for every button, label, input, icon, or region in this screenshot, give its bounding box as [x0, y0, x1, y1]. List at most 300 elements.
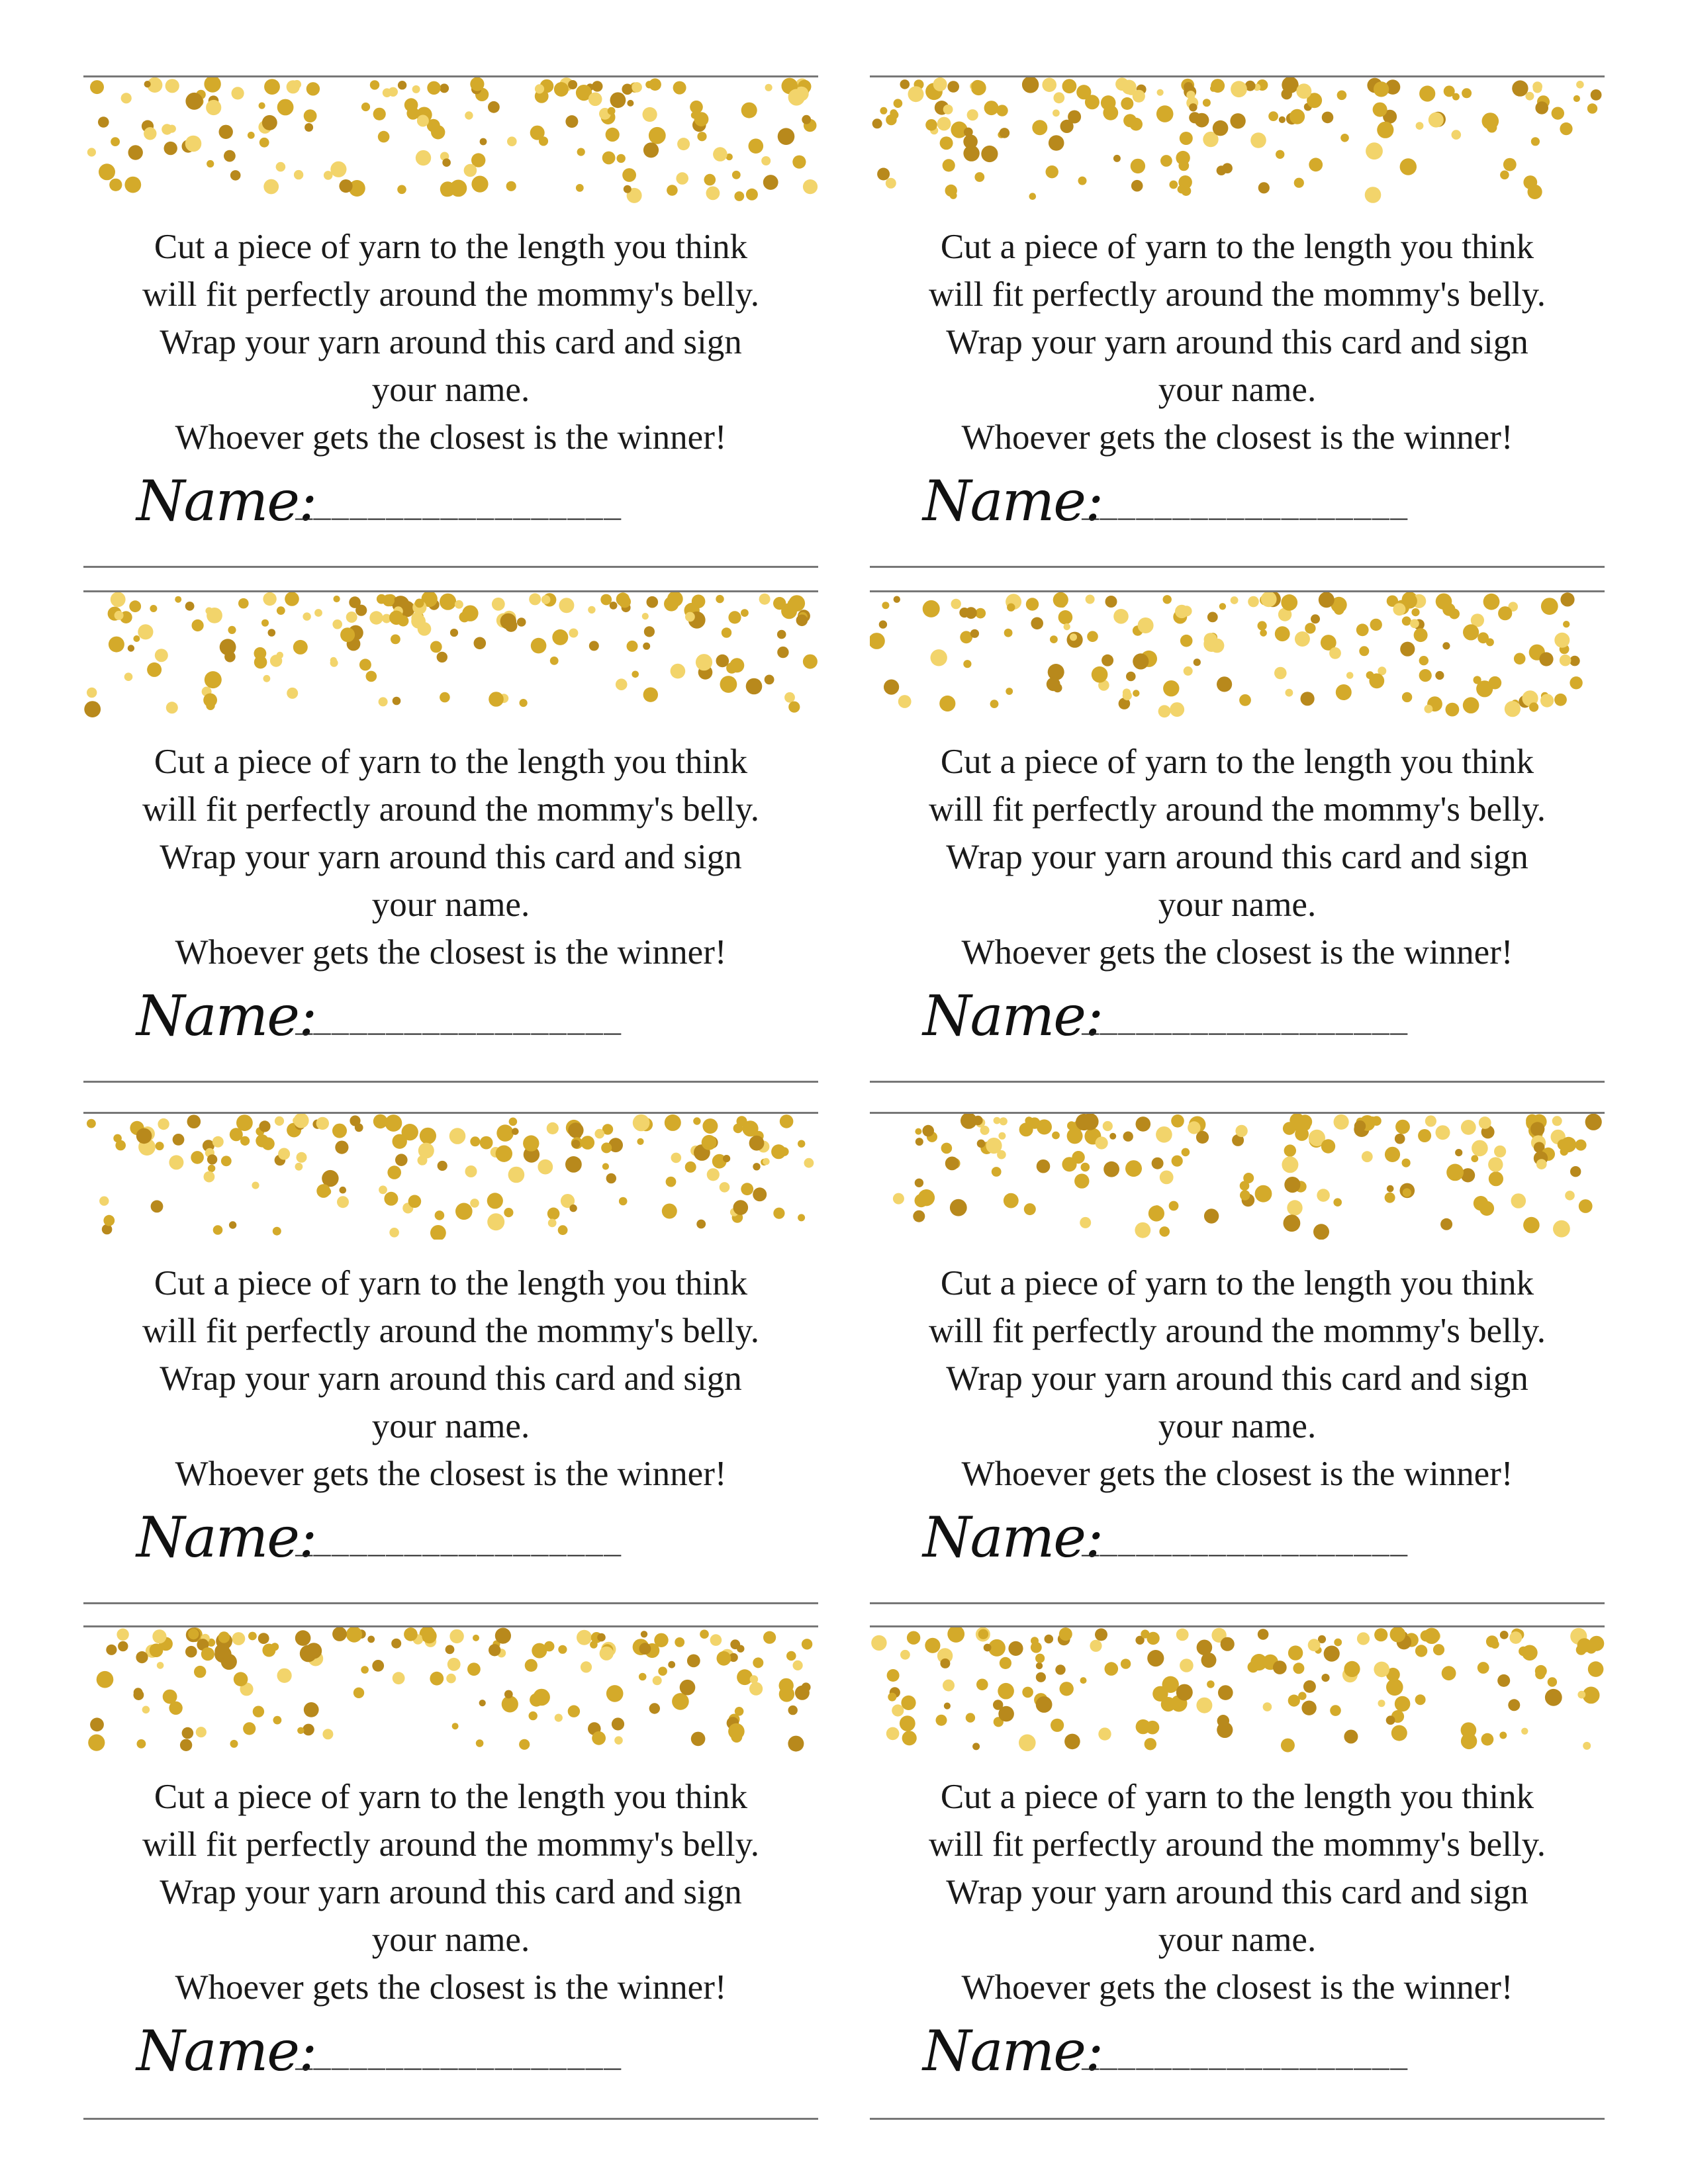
confetti-dot — [88, 1735, 105, 1751]
confetti-dot — [273, 1716, 282, 1725]
confetti-dot — [1157, 89, 1164, 96]
confetti-dot — [1064, 623, 1070, 630]
confetti-dot — [749, 1682, 763, 1696]
confetti-dot — [1053, 109, 1060, 116]
confetti-dot — [998, 1132, 1006, 1140]
confetti-dot — [735, 1707, 744, 1716]
confetti-dot — [361, 1666, 369, 1674]
confetti-dot — [1411, 608, 1419, 616]
card-divider-rule — [870, 1081, 1605, 1083]
confetti-dot — [1101, 95, 1116, 111]
confetti-dot — [1531, 137, 1540, 146]
guess-card — [83, 590, 818, 1083]
confetti-dot — [1414, 628, 1428, 642]
confetti-dot — [1052, 1132, 1060, 1140]
confetti-dot — [254, 647, 267, 660]
confetti-dot — [500, 614, 516, 629]
confetti-dot — [1169, 1201, 1179, 1211]
confetti-dot — [1482, 113, 1499, 130]
confetti-dot — [508, 1167, 525, 1183]
confetti-dot — [717, 1651, 731, 1666]
confetti-dot — [624, 185, 632, 193]
confetti-dot — [229, 1221, 236, 1228]
confetti-dot — [144, 127, 156, 140]
confetti-dot — [1213, 120, 1229, 136]
confetti-dot — [616, 678, 628, 690]
confetti-dot — [940, 136, 953, 150]
name-row — [136, 983, 732, 1056]
confetti-dot — [1529, 702, 1538, 711]
confetti-dot — [293, 1117, 300, 1124]
confetti-dot — [470, 1136, 480, 1146]
confetti-dot — [340, 627, 355, 642]
confetti-dot — [765, 675, 774, 685]
confetti-dot — [1577, 1691, 1585, 1699]
confetti-dot — [696, 654, 712, 670]
confetti-dot — [1346, 672, 1354, 679]
confetti-dot — [597, 1633, 606, 1642]
confetti-dot — [788, 702, 800, 713]
confetti-dot — [294, 170, 303, 179]
confetti-dot — [702, 1118, 718, 1134]
confetti-dot — [1133, 690, 1139, 696]
confetti-dot — [474, 637, 487, 650]
confetti-dot — [1024, 1203, 1036, 1215]
confetti-dot — [1176, 1684, 1193, 1701]
confetti-dot — [1498, 606, 1512, 620]
confetti-dot — [1022, 77, 1039, 93]
gold-confetti-banner — [83, 592, 818, 718]
confetti-dot — [971, 80, 984, 93]
confetti-dot — [1159, 1226, 1170, 1237]
confetti-dot — [538, 1160, 553, 1175]
confetti-dot — [412, 85, 420, 93]
confetti-dot — [1357, 1632, 1370, 1645]
confetti-dot — [240, 1136, 250, 1146]
confetti-dot — [1072, 1151, 1084, 1163]
confetti-dot — [408, 1195, 422, 1208]
confetti-dot — [664, 596, 679, 611]
confetti-dot — [297, 1152, 307, 1163]
confetti-dot — [734, 191, 744, 201]
confetti-dot — [1545, 1689, 1562, 1706]
confetti-dot — [947, 81, 959, 93]
confetti-dot — [416, 150, 431, 165]
confetti-dot — [1337, 91, 1347, 101]
confetti-dot — [1573, 95, 1580, 102]
confetti-dot — [314, 609, 322, 617]
confetti-dot — [571, 1140, 580, 1148]
confetti-dot — [967, 109, 978, 120]
confetti-dot — [111, 592, 126, 607]
confetti-dot — [435, 1210, 445, 1220]
confetti-dot — [1419, 669, 1432, 682]
confetti-dot — [495, 1628, 511, 1644]
confetti-dot — [1293, 1662, 1304, 1674]
confetti-dot — [1560, 655, 1571, 666]
confetti-dot — [676, 172, 688, 185]
confetti-dot — [1152, 1686, 1168, 1702]
confetti-dot — [665, 1115, 681, 1131]
confetti-dot — [1570, 676, 1582, 689]
confetti-dot — [1334, 1639, 1342, 1647]
confetti-dot — [103, 1215, 115, 1226]
confetti-dot — [109, 179, 122, 191]
confetti-dot — [188, 1629, 199, 1639]
name-label: Name: — [923, 983, 1103, 1048]
confetti-dot — [465, 111, 473, 119]
confetti-dot — [224, 150, 236, 162]
confetti-dot — [1115, 77, 1129, 91]
confetti-dot — [1059, 1627, 1072, 1641]
confetti-dot — [1207, 1680, 1215, 1688]
gold-confetti-banner — [83, 1114, 818, 1240]
confetti-dot — [1554, 694, 1567, 706]
instruction-line: Whoever gets the closest is the winner! — [961, 418, 1513, 457]
confetti-dot — [389, 611, 404, 625]
confetti-dot — [480, 138, 487, 146]
name-blank-line: __________________ — [295, 1008, 622, 1041]
confetti-dot — [1511, 1193, 1526, 1208]
confetti-dot — [1036, 1662, 1043, 1669]
confetti-dot — [393, 1672, 405, 1684]
confetti-dot — [753, 1187, 767, 1201]
instruction-line: Wrap your yarn around this card and sign — [160, 1873, 742, 1911]
card-divider-rule — [83, 566, 818, 568]
confetti-dot — [230, 170, 241, 181]
confetti-dot — [1178, 185, 1186, 194]
confetti-dot — [1452, 130, 1462, 140]
confetti-dot — [303, 1724, 314, 1736]
confetti-dot — [1218, 1685, 1233, 1700]
confetti-dot — [907, 1631, 920, 1645]
confetti-dot — [922, 1125, 934, 1137]
name-label: Name: — [136, 469, 316, 533]
instruction-line: Whoever gets the closest is the winner! — [175, 933, 727, 972]
confetti-dot — [1463, 697, 1479, 713]
confetti-dot — [295, 1163, 303, 1171]
confetti-dot — [966, 1713, 975, 1722]
confetti-dot — [1359, 646, 1369, 656]
confetti-dot — [207, 160, 214, 167]
confetti-dot — [1004, 1193, 1019, 1208]
confetti-dot — [1554, 633, 1570, 648]
name-blank-line: __________________ — [295, 1529, 622, 1563]
confetti-dot — [1530, 1122, 1544, 1136]
confetti-dot — [1019, 1735, 1036, 1752]
guess-card — [870, 590, 1605, 1083]
instruction-line: Wrap your yarn around this card and sign — [946, 838, 1528, 876]
confetti-dot — [1029, 193, 1037, 200]
confetti-dot — [1268, 111, 1278, 121]
confetti-dot — [716, 595, 724, 603]
confetti-dot — [355, 1123, 363, 1132]
confetti-dot — [1577, 1638, 1592, 1653]
confetti-dot — [219, 125, 233, 139]
confetti-dot — [253, 1706, 264, 1717]
confetti-dot — [525, 1659, 538, 1672]
confetti-dot — [1182, 1148, 1190, 1157]
confetti-dot — [780, 1147, 788, 1156]
card-instructions — [870, 738, 1605, 976]
confetti-dot — [894, 99, 903, 108]
confetti-dot — [722, 627, 731, 637]
confetti-dot — [473, 1635, 479, 1641]
confetti-dot — [373, 1115, 388, 1129]
confetti-dot — [1474, 676, 1481, 684]
instruction-line: Wrap your yarn around this card and sign — [946, 1873, 1528, 1911]
confetti-dot — [258, 1633, 269, 1644]
confetti-dot — [918, 1189, 935, 1206]
confetti-dot — [1440, 1218, 1452, 1230]
confetti-dot — [998, 1683, 1014, 1700]
confetti-dot — [277, 652, 283, 659]
confetti-dot — [1196, 1698, 1212, 1713]
confetti-dot — [404, 1627, 418, 1641]
confetti-dot — [1037, 1160, 1051, 1173]
confetti-dot — [1031, 1642, 1042, 1653]
confetti-dot — [1425, 1115, 1436, 1126]
confetti-dot — [1042, 77, 1056, 92]
confetti-dot — [1553, 1220, 1570, 1238]
confetti-dot — [1575, 1140, 1587, 1151]
confetti-dot — [191, 1151, 204, 1164]
confetti-dot — [1588, 1661, 1604, 1677]
confetti-dot — [559, 598, 574, 613]
name-row — [136, 2018, 732, 2091]
confetti-dot — [1258, 1188, 1267, 1197]
confetti-dot — [1058, 610, 1073, 625]
confetti-dot — [1288, 1695, 1300, 1707]
instruction-line: Cut a piece of yarn to the length you think — [154, 228, 748, 266]
confetti-dot — [1217, 676, 1232, 692]
confetti-dot — [385, 1115, 402, 1132]
confetti-dot — [973, 1116, 982, 1125]
confetti-dot — [1301, 1701, 1316, 1715]
confetti-dot — [277, 1668, 292, 1683]
confetti-dot — [1481, 1733, 1494, 1746]
confetti-dot — [1535, 1665, 1547, 1677]
confetti-dot — [576, 184, 584, 192]
confetti-dot — [984, 1644, 992, 1652]
confetti-dot — [1415, 1645, 1427, 1657]
confetti-dot — [268, 629, 276, 637]
confetti-dot — [1204, 633, 1217, 646]
confetti-dot — [753, 1657, 763, 1668]
instruction-line: Whoever gets the closest is the winner! — [175, 418, 727, 457]
confetti-dot — [1273, 1661, 1287, 1674]
confetti-dot — [164, 142, 177, 155]
instruction-line: Cut a piece of yarn to the length you think — [154, 1264, 748, 1302]
confetti-dot — [569, 629, 578, 638]
confetti-dot — [568, 80, 577, 89]
confetti-dot — [529, 1711, 538, 1720]
confetti-dot — [418, 1143, 434, 1159]
confetti-dot — [1479, 1116, 1491, 1129]
name-row — [923, 468, 1519, 541]
confetti-dot — [644, 626, 655, 637]
confetti-dot — [1505, 701, 1521, 717]
name-row — [136, 468, 732, 541]
confetti-dot — [706, 187, 720, 201]
instruction-line: your name. — [1158, 1407, 1317, 1445]
confetti-dot — [1334, 604, 1344, 615]
confetti-dot — [422, 1629, 436, 1643]
confetti-dot — [384, 1192, 398, 1206]
confetti-dot — [175, 596, 181, 603]
confetti-dot — [1058, 600, 1066, 608]
confetti-dot — [994, 1117, 1001, 1124]
confetti-dot — [1591, 89, 1602, 101]
confetti-dot — [330, 161, 346, 177]
confetti-dot — [1221, 1637, 1235, 1651]
confetti-dot — [87, 1119, 96, 1128]
confetti-dot — [165, 79, 179, 93]
confetti-dot — [547, 1208, 560, 1220]
confetti-dot — [369, 611, 383, 624]
confetti-dot — [1196, 1131, 1209, 1144]
confetti-dot — [99, 163, 115, 180]
confetti-dot — [737, 1645, 744, 1653]
confetti-dot — [622, 84, 633, 95]
confetti-dot — [1416, 122, 1424, 130]
confetti-dot — [1070, 633, 1077, 641]
confetti-dot — [90, 1717, 104, 1731]
confetti-dot — [990, 700, 999, 708]
confetti-dot — [1576, 81, 1584, 89]
confetti-dot — [287, 688, 298, 699]
confetti-dot — [406, 107, 419, 120]
confetti-dot — [207, 1154, 217, 1164]
confetti-dot — [1126, 672, 1136, 682]
confetti-dot — [886, 1727, 900, 1741]
gold-confetti-banner — [870, 1114, 1605, 1240]
confetti-dot — [733, 1200, 749, 1215]
gold-confetti-banner — [83, 1627, 818, 1753]
confetti-dot — [417, 115, 429, 127]
confetti-dot — [685, 612, 695, 622]
confetti-dot — [259, 1120, 270, 1132]
confetti-dot — [259, 103, 265, 109]
confetti-dot — [1500, 171, 1509, 180]
confetti-dot — [445, 1645, 455, 1655]
confetti-dot — [1570, 656, 1580, 666]
confetti-dot — [1386, 1715, 1395, 1725]
confetti-dot — [353, 1688, 364, 1698]
confetti-dot — [1295, 631, 1310, 647]
confetti-dot — [1286, 689, 1293, 697]
instruction-line: Wrap your yarn around this card and sign — [946, 1359, 1528, 1398]
confetti-dot — [430, 1672, 444, 1686]
confetti-dot — [263, 675, 271, 682]
confetti-dot — [963, 146, 979, 161]
confetti-dot — [558, 1645, 567, 1654]
confetti-dot — [672, 1693, 689, 1710]
guess-card — [83, 1112, 818, 1604]
card-divider-rule — [870, 1602, 1605, 1604]
confetti-dot — [951, 599, 961, 609]
confetti-dot — [1080, 1677, 1087, 1684]
confetti-dot — [1169, 181, 1178, 189]
confetti-dot — [1102, 655, 1113, 666]
confetti-dot — [677, 138, 690, 150]
confetti-dot — [1158, 705, 1171, 717]
confetti-dot — [892, 1704, 904, 1716]
confetti-dot — [221, 1156, 232, 1166]
confetti-dot — [1105, 596, 1117, 608]
confetti-dot — [151, 1201, 164, 1213]
confetti-dot — [901, 1696, 915, 1710]
confetti-dot — [276, 162, 286, 172]
confetti-dot — [1477, 1662, 1489, 1674]
confetti-dot — [1138, 617, 1154, 633]
confetti-dot — [303, 612, 310, 620]
confetti-dot — [1045, 1635, 1054, 1644]
guess-card — [870, 1112, 1605, 1604]
confetti-dot — [1188, 1121, 1200, 1134]
confetti-dot — [1500, 1631, 1509, 1639]
confetti-dot — [440, 83, 449, 93]
confetti-dot — [232, 87, 244, 99]
confetti-dot — [97, 1671, 114, 1688]
confetti-dot — [965, 607, 977, 619]
card-divider-rule — [870, 566, 1605, 568]
confetti-dot — [1125, 1160, 1142, 1177]
instruction-line: Cut a piece of yarn to the length you think — [940, 1778, 1534, 1816]
confetti-dot — [134, 1688, 143, 1697]
name-blank-line: __________________ — [1082, 2043, 1409, 2076]
confetti-dot — [1333, 1198, 1342, 1206]
confetti-dot — [554, 82, 569, 97]
confetti-dot — [1402, 616, 1411, 625]
confetti-dot — [940, 1659, 950, 1668]
confetti-dot — [1552, 107, 1564, 120]
confetti-dot — [1279, 116, 1286, 123]
name-blank-line: __________________ — [295, 2043, 622, 2076]
confetti-dot — [367, 1636, 375, 1643]
guess-card — [870, 75, 1605, 568]
confetti-dot — [893, 1193, 904, 1205]
confetti-dot — [1007, 604, 1015, 612]
confetti-dot — [455, 600, 463, 609]
confetti-dot — [337, 1196, 349, 1208]
instruction-line: Whoever gets the closest is the winner! — [961, 1455, 1513, 1493]
confetti-dot — [888, 1693, 896, 1702]
instruction-line: your name. — [1158, 371, 1317, 409]
confetti-dot — [263, 179, 279, 195]
confetti-dot — [649, 1703, 660, 1713]
confetti-dot — [1365, 187, 1382, 203]
confetti-dot — [256, 1134, 269, 1148]
confetti-dot — [1250, 132, 1266, 148]
confetti-dot — [147, 662, 162, 677]
confetti-dot — [228, 626, 236, 634]
confetti-dot — [697, 132, 706, 141]
confetti-dot — [1284, 1144, 1296, 1156]
instruction-line: Wrap your yarn around this card and sign — [160, 323, 742, 361]
confetti-dot — [1321, 1139, 1335, 1153]
confetti-dot — [397, 185, 406, 195]
confetti-dot — [259, 138, 269, 148]
confetti-dot — [377, 594, 387, 604]
confetti-dot — [622, 168, 636, 182]
confetti-dot — [438, 1161, 447, 1171]
confetti-dot — [581, 1661, 592, 1672]
confetti-dot — [398, 81, 406, 89]
confetti-dot — [612, 1717, 624, 1730]
confetti-dot — [1172, 1156, 1183, 1167]
confetti-dot — [691, 112, 698, 119]
